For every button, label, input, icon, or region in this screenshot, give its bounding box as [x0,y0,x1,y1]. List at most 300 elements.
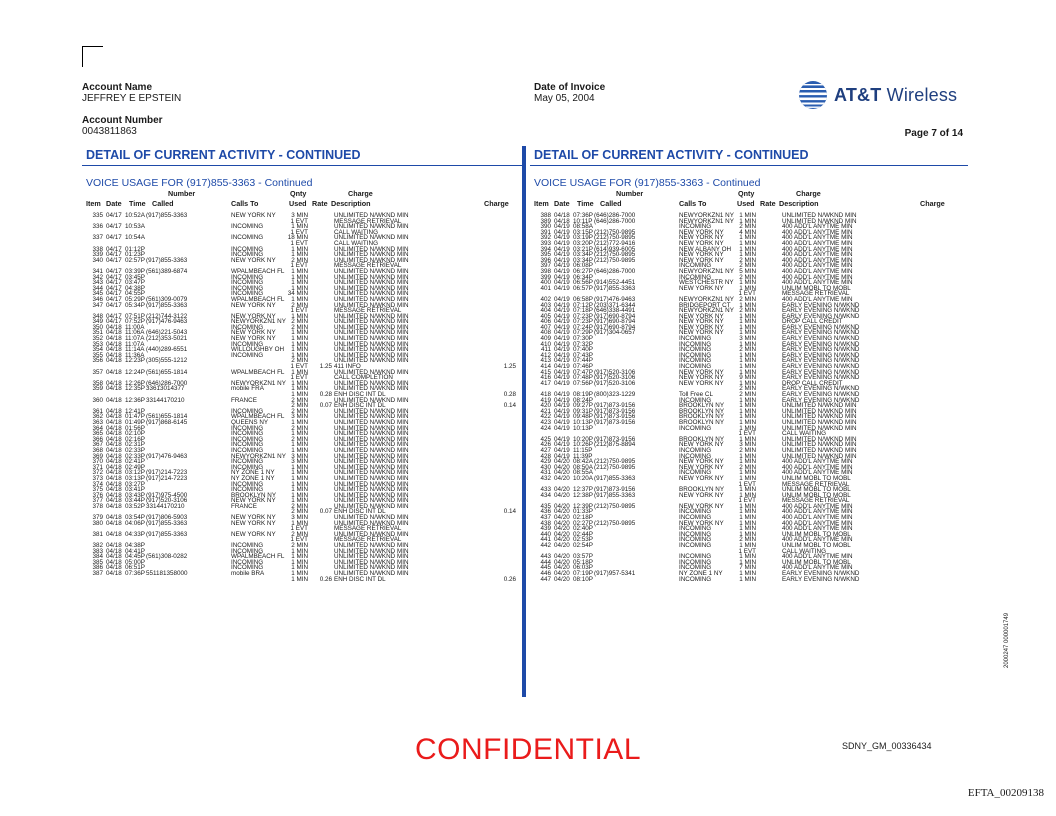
cell-quantity-used: 1 MIN [291,446,308,454]
cell-item-number: 350 [92,323,103,331]
cell-description: UNLIMITED N/WKND MIN [334,530,409,538]
cell-calls-to: NEW YORK NY [231,301,276,309]
column-headers-right [534,190,964,210]
cell-item-number: 399 [540,273,551,281]
cell-calls-to: mobile BRA [231,570,265,577]
cell-number-called: (614)939-6005 [594,245,636,253]
cell-date: 04/20 [554,575,570,583]
cell-item-number: 372 [92,469,103,477]
cell-item-number: 357 [92,368,103,376]
cell-number-called: (917)957-5341 [594,570,636,577]
cell-description: UNLIMITED N/WKND MIN [334,284,409,292]
cell-time: 06:58P [573,295,593,303]
cell-item-number: 394 [540,245,551,253]
col-number-top: Number [616,189,644,198]
cell-calls-to: BROOKLYN NY [679,418,725,426]
cell-quantity-used: 2 MIN [739,295,756,303]
cell-quantity-used: 1 MIN [291,474,308,482]
cell-number-called: (203)371-6344 [594,301,636,309]
cell-time: 12:39P [573,502,593,510]
cell-calls-to: INCOMING [679,446,712,454]
cell-description: UNLIMITED N/WKND MIN [334,273,409,281]
cell-date: 04/20 [554,458,570,466]
cell-number-called: (917)806-5903 [146,514,188,522]
col-date: Date [106,199,122,208]
cell-date: 04/19 [554,245,570,253]
cell-number-called: (646)338-4491 [594,307,636,315]
cell-description: CALL WAITING [334,239,378,247]
cell-calls-to: INCOMING [231,340,264,348]
cell-item-number: 387 [92,570,103,577]
cell-quantity-used: 2 MIN [291,402,308,410]
col-number-top: Number [168,189,196,198]
cell-description: UNLIMITED N/WKND MIN [334,413,409,421]
cell-date: 04/19 [554,379,570,387]
cell-quantity-used: 1 MIN [739,402,756,410]
cell-number-called: (212)744-3122 [146,312,188,320]
cell-number-called: (917)873-9156 [594,418,636,426]
cell-time: 02:40P [573,525,593,533]
cell-time: 05:34P [125,301,145,309]
cell-item-number: 370 [92,458,103,466]
cell-number-called: 33144170210 [146,396,185,404]
cell-time: 08:58A [573,223,593,231]
cell-item-number: 345 [92,290,103,298]
cell-description: UNLIMITED N/WKND MIN [334,480,409,488]
cell-time: 03:27P [125,480,145,488]
cell-calls-to: NEW YORK NY [679,474,724,482]
cell-quantity-used: 1 MIN [739,363,756,371]
cell-calls-to: INCOMING [679,452,712,460]
cell-quantity-used: 1 EVT [738,430,756,438]
cell-time: 08:50A [573,463,593,471]
cell-quantity-used: 2 MIN [291,357,308,365]
cell-item-number: 385 [92,558,103,566]
cell-quantity-used: 9 MIN [739,374,756,382]
cell-quantity-used: 2 MIN [739,463,756,471]
cell-calls-to: INCOMING [231,273,264,281]
cell-time: 08:10P [573,575,593,583]
cell-description: EARLY EVENING N/WKND [782,368,860,376]
cell-time: 07:44P [573,357,593,365]
cell-date: 04/20 [554,525,570,533]
cell-quantity-used: 1 MIN [739,514,756,522]
cell-item-number: 341 [92,267,103,275]
cell-quantity-used: 2 MIN [739,307,756,315]
cell-item-number: 367 [92,441,103,449]
cell-number-called: (917)476-9463 [594,295,636,303]
cell-quantity-used: 1 MIN [291,251,308,259]
cell-time: 12:23P [125,357,145,365]
cell-time: 09:48P [573,413,593,421]
cell-quantity-used: 1 EVT [290,536,308,544]
cell-time: 02:41P [125,458,145,466]
cell-time: 03:47P [125,279,145,287]
usage-table-left [86,213,518,582]
cell-quantity-used: 2 MIN [291,508,308,516]
cell-calls-to: INCOMING [231,564,264,572]
cell-item-number: 376 [92,491,103,499]
cell-description: 400 ADD'L ANYTME MIN [782,251,853,259]
cell-date: 04/18 [106,547,122,555]
cell-date: 04/18 [106,514,122,522]
cell-time: 03:20P [573,239,593,247]
cell-item-number: 400 [540,279,551,287]
cell-time: 06:51P [125,564,145,572]
cell-time: 03:21P [573,245,593,253]
cell-time: 04:55P [125,290,145,298]
cell-quantity-used: 1 EVT [290,228,308,236]
cell-item-number: 381 [92,530,103,538]
cell-time: 10:20A [573,474,593,482]
cell-time: 03:19P [573,234,593,242]
cell-item-number: 392 [540,234,551,242]
cell-time: 11:06A [125,329,145,337]
cell-quantity-used: 1 EVT [290,239,308,247]
cell-time: 12:24P [125,368,145,376]
cell-description: UNLIMITED N/WKND MIN [334,318,409,326]
cell-calls-to: NEW YORK NY [679,318,724,326]
cell-description: 400 ADD'L ANYTME MIN [782,223,853,231]
cell-calls-to: INCOMING [231,441,264,449]
cell-time: 12:26P [125,379,145,387]
cell-number-called: (917)873-9156 [594,413,636,421]
cell-quantity-used: 3 MIN [739,441,756,449]
cell-item-number: 346 [92,295,103,303]
cell-quantity-used: 1 MIN [739,323,756,331]
cell-calls-to: NEW YORK NY [679,519,724,527]
cell-item-number: 445 [540,564,551,572]
cell-description: UNLIMITED N/WKND MIN [334,295,409,303]
cell-date: 04/18 [106,530,122,538]
sub-title-left: VOICE USAGE FOR (917)855-3363 - Continued [86,177,313,189]
cell-number-called: 33144170210 [146,502,185,510]
cell-date: 04/18 [106,558,122,566]
col-item: Item [86,199,101,208]
cell-description: UNLIMITED N/WKND MIN [334,357,409,365]
cell-quantity-used: 1 MIN [291,418,308,426]
cell-quantity-used: 1 MIN [291,340,308,348]
cell-description: 400 ADD'L ANYTME MIN [782,256,853,264]
cell-item-number: 383 [92,547,103,555]
cell-date: 04/18 [106,441,122,449]
cell-calls-to: NEW YORK NY [679,323,724,331]
cell-calls-to: INCOMING [679,424,712,432]
col-used: Used [289,199,307,208]
cell-date: 04/18 [106,564,122,572]
cell-calls-to: INCOMING [231,223,264,231]
cell-date: 04/19 [554,223,570,231]
usage-table-right [534,213,964,582]
cell-item-number: 353 [92,340,103,348]
cell-date: 04/18 [554,217,570,225]
cell-item-number: 437 [540,514,551,522]
cell-description: EARLY EVENING N/WKND [782,351,860,359]
cell-number-called: (914)552-4451 [594,279,636,287]
cell-date: 04/19 [554,424,570,432]
cell-item-number: 373 [92,474,103,482]
cell-calls-to: INCOMING [231,245,264,253]
cell-date: 04/20 [554,564,570,572]
cell-calls-to: NEW YORK NY [231,212,276,219]
cell-time: 06:08P [573,262,593,270]
cell-date: 04/19 [554,402,570,410]
account-name: JEFFREY E EPSTEIN [82,93,182,104]
cell-number-called: (917)855-3363 [594,474,636,482]
cell-description: EARLY EVENING N/WKND [782,391,860,398]
cell-description: UNLIMITED N/WKND MIN [782,413,857,421]
cell-date: 04/19 [554,368,570,376]
cell-time: 11:14A [125,346,145,354]
cell-description: 400 ADD'L ANYTME MIN [782,564,853,572]
cell-rate: 0.26 [319,575,332,583]
cell-quantity-used: 1 MIN [291,519,308,527]
cell-quantity-used: 1 MIN [739,452,756,460]
cell-quantity-used: 1 MIN [739,312,756,320]
cell-item-number: 358 [92,379,103,387]
cell-description: UNLIMITED N/WKND MIN [782,407,857,415]
cell-item-number: 395 [540,251,551,259]
cell-time: 02:33P [125,452,145,460]
cell-quantity-used: 1 MIN [739,234,756,242]
cell-calls-to: NEW YORK NY [679,502,724,510]
cell-time: 03:34P [573,256,593,264]
cell-time: 01:12P [125,245,145,253]
cell-item-number: 363 [92,418,103,426]
cell-time: 06:27P [573,267,593,275]
cell-time: 07:46P [573,363,593,371]
cell-time: 07:48P [573,374,593,382]
cell-calls-to: FRANCE [231,396,257,404]
cell-description: 400 ADD'L ANYTME MIN [782,525,853,533]
account-number-label: Account Number [82,115,163,126]
cell-description: UNLIMITED N/WKND MIN [334,340,409,348]
cell-item-number: 403 [540,301,551,309]
cell-number-called: (212)750-9895 [594,463,636,471]
cell-calls-to: INCOMING [231,463,264,471]
cell-item-number: 397 [540,262,551,270]
cell-number-called: (917)855-3363 [146,212,188,219]
cell-time: 03:39P [125,267,145,275]
cell-item-number: 417 [540,379,551,387]
cell-description: ENH DISC INT DL [334,402,386,410]
cell-quantity-used: 1 MIN [739,469,756,477]
cell-date: 04/20 [554,463,570,471]
cell-description: DROP CALL CREDIT [782,379,843,387]
cell-time: 02:44P [573,530,593,538]
cell-date: 04/19 [554,396,570,404]
invoice-date: May 05, 2004 [534,93,595,104]
cell-description: EARLY EVENING N/WKND [782,575,860,583]
logo-text-regular: Wireless [881,84,958,105]
cell-item-number: 366 [92,435,103,443]
cell-item-number: 416 [540,374,551,382]
cell-item-number: 401 [540,284,551,292]
cell-calls-to: BROOKLYN NY [679,486,725,494]
cell-date: 04/20 [554,553,570,561]
cell-item-number: 336 [92,223,103,231]
confidential-stamp: CONFIDENTIAL [414,733,642,766]
cell-calls-to: BROOKLYN NY [679,435,725,443]
cell-time: 07:23P [573,318,593,326]
cell-calls-to: INCOMING [679,575,712,583]
cell-date: 04/19 [554,323,570,331]
cell-calls-to: NEW YORK NY [679,441,724,449]
cell-description: UNLIMITED N/WKND MIN [334,430,409,438]
cell-date: 04/19 [554,284,570,292]
cell-description: UNLIMITED N/WKND MIN [782,424,857,432]
column-headers-left [86,190,518,210]
cell-item-number: 368 [92,446,103,454]
cell-calls-to: BROOKLYN NY [679,407,725,415]
cell-time: 07:36P [573,212,593,219]
cell-date: 04/18 [106,570,122,577]
cell-time: 02:16P [125,435,145,443]
cell-number-called: (212)875-8894 [594,441,636,449]
cell-description: CALL COMPLETION [334,374,393,382]
cell-description: EARLY EVENING N/WKND [782,312,860,320]
cell-quantity-used: 1 MIN [291,575,308,583]
cell-date: 04/18 [106,497,122,505]
cell-description: UNLIMITED N/WKND MIN [334,234,409,242]
cell-number-called: (646)221-5043 [146,329,188,337]
cell-description: EARLY EVENING N/WKND [782,357,860,365]
cell-date: 04/19 [554,267,570,275]
cell-number-called: (561)308-0282 [146,553,188,561]
cell-time: 03:45P [125,273,145,281]
cell-quantity-used: 1 EVT [290,307,308,315]
cell-description: UNLIM MOBL TO MOBL [782,474,851,482]
cell-item-number: 435 [540,502,551,510]
cell-quantity-used: 1 MIN [291,558,308,566]
cell-number-called: (212)750-9895 [594,234,636,242]
cell-date: 04/17 [106,223,122,231]
bates-number: SDNY_GM_00336434 [842,741,932,751]
cell-quantity-used: 1 MIN [739,486,756,494]
cell-item-number: 379 [92,514,103,522]
cell-item-number: 349 [92,318,103,326]
cell-description: UNLIMITED N/WKND MIN [334,396,409,404]
cell-description: UNLIMITED N/WKND MIN [334,469,409,477]
cell-description: 400 ADD'L ANYTME MIN [782,239,853,247]
column-divider [522,146,526,697]
cell-item-number: 418 [540,391,551,398]
cell-quantity-used: 1 MIN [291,391,308,398]
cell-date: 04/18 [106,396,122,404]
cell-item-number: 364 [92,424,103,432]
cell-calls-to: INCOMING [679,564,712,572]
cell-item-number: 447 [540,575,551,583]
cell-quantity-used: 2 MIN [291,424,308,432]
cell-number-called: (917)520-3106 [594,379,636,387]
cell-time: 12:35P [125,385,145,393]
cell-quantity-used: 1 MIN [291,547,308,555]
cell-quantity-used: 3 MIN [291,452,308,460]
cell-calls-to: INCOMING [231,558,264,566]
cell-quantity-used: 3 MIN [291,514,308,522]
cell-number-called: (561)655-1814 [146,368,188,376]
cell-number-called: (917)690-8794 [594,318,636,326]
cell-calls-to: INCOMING [679,530,712,538]
cell-quantity-used: 1 EVT [738,290,756,298]
cell-description: 400 ADD'L ANYTME MIN [782,262,853,270]
cell-date: 04/20 [554,519,570,527]
cell-date: 04/19 [554,279,570,287]
cell-item-number: 362 [92,413,103,421]
cell-time: 03:52P [125,502,145,510]
cell-time: 10:13P [573,424,593,432]
cell-time: 07:19P [573,570,593,577]
cell-charge: 0.26 [503,575,516,583]
cell-item-number: 438 [540,519,551,527]
cell-time: 02:53P [573,536,593,544]
cell-time: 04:06P [125,519,145,527]
cell-calls-to: BROOKLYN NY [679,413,725,421]
cell-number-called: (917)855-3363 [146,519,188,527]
cell-date: 04/19 [554,351,570,359]
col-qnty-top: Qnty [738,189,755,198]
cell-item-number: 429 [540,458,551,466]
cell-description: 400 ADD'L ANYTME MIN [782,273,853,281]
cell-calls-to: INCOMING [231,407,264,415]
cell-description: 400 ADD'L ANYTME MIN [782,463,853,471]
cell-description: UNLIMITED N/WKND MIN [334,385,409,393]
cell-item-number: 404 [540,307,551,315]
cell-time: 10:26P [573,441,593,449]
cell-quantity-used: 2 MIN [739,446,756,454]
cell-item-number: 361 [92,407,103,415]
cell-quantity-used: 1 MIN [739,251,756,259]
cell-date: 04/20 [554,530,570,538]
cell-time: 10:20P [573,435,593,443]
cell-quantity-used: 3 MIN [291,212,308,219]
cell-time: 03:13P [125,474,145,482]
cell-quantity-used: 1 MIN [739,519,756,527]
cell-description: UNLIMITED N/WKND MIN [782,217,857,225]
cell-item-number: 439 [540,525,551,533]
cell-number-called: (917)855-3363 [146,301,188,309]
cell-date: 04/18 [106,418,122,426]
cell-item-number: 423 [540,418,551,426]
cell-description: EARLY EVENING N/WKND [782,363,860,371]
cell-description: UNLIMITED N/WKND MIN [334,547,409,555]
logo-text-bold: AT&T [834,84,882,105]
cell-date: 04/17 [106,212,122,219]
cell-item-number: 343 [92,279,103,287]
cell-quantity-used: 1 MIN [291,441,308,449]
cell-quantity-used: 2 MIN [739,256,756,264]
cell-description: EARLY EVENING N/WKND [782,346,860,354]
cell-time: 07:32P [573,340,593,348]
cell-quantity-used: 2 MIN [291,502,308,510]
cell-quantity-used: 1 MIN [739,279,756,287]
cell-date: 04/19 [554,262,570,270]
cell-date: 04/20 [554,558,570,566]
cell-item-number: 340 [92,256,103,264]
cell-calls-to: NEW YORK NY [231,497,276,505]
cell-time: 02:54P [573,542,593,550]
cell-quantity-used: 1 MIN [291,329,308,337]
cell-description: UNLIMITED N/WKND MIN [334,312,409,320]
cell-item-number: 422 [540,413,551,421]
cell-quantity-used: 2 MIN [739,536,756,544]
cell-quantity-used: 1 MIN [291,570,308,577]
cell-quantity-used: 1 MIN [739,542,756,550]
cell-date: 04/18 [106,502,122,510]
cell-item-number: 440 [540,530,551,538]
cell-quantity-used: 1 MIN [291,430,308,438]
cell-item-number: 360 [92,396,103,404]
